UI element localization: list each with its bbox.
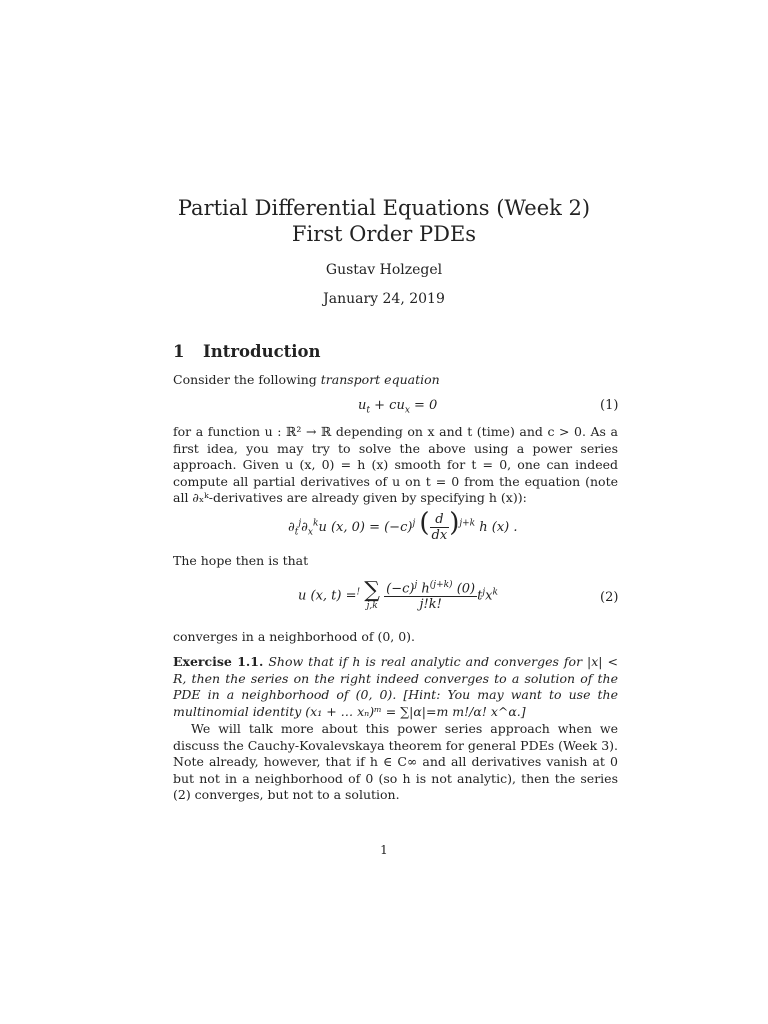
paragraph-2: for a function u : ℝ² → ℝ depending on x and t (time) and c > 0. As a first idea, you may try to solve the above using a power series approach. Given u (x, 0) = h (x) smooth for t = 0, one can indeed compute all partial derivatives of u on t = 0 from the equation (note all ∂ₓᵏ-derivatives are already given by specifying h (x)): bbox=[173, 424, 618, 505]
exercise-label: Exercise 1.1. bbox=[173, 654, 264, 669]
exercise-text: Show that if h is real analytic and converges for |x| < R, then the series on the right indeed converges to a solution of the PDE in a neighborhood of (0, 0). [Hint: You may want to use the multinomial identity (x₁ + … xₙ)ᵐ = ∑|α|=m m!/α! x^α.] bbox=[173, 654, 618, 719]
exercise-block bbox=[173, 654, 618, 720]
paragraph-3: The hope then is that bbox=[173, 553, 309, 568]
title-line-1: Partial Differential Equations (Week 2) bbox=[177, 196, 591, 220]
page-number: 1 bbox=[380, 843, 388, 857]
intro-emphasis: transport equation bbox=[320, 372, 440, 387]
equation-1-number: (1) bbox=[600, 398, 619, 413]
section-number: 1 bbox=[173, 342, 185, 361]
section-heading bbox=[173, 342, 321, 361]
title-line-2: First Order PDEs bbox=[291, 222, 477, 246]
author: Gustav Holzegel bbox=[325, 262, 443, 278]
equation-2-number: (2) bbox=[600, 590, 619, 605]
paragraph-4: converges in a neighborhood of (0, 0). bbox=[173, 629, 416, 644]
section-title: Introduction bbox=[203, 342, 321, 361]
equation-derivatives: $\partial_t^j\partial_x^ku$ (x, $0) = (-c)^j$ ( $\frac{d}{dx}$ )$^{j+k}$ h (x) . bbox=[288, 508, 518, 543]
intro-text: Consider the following bbox=[173, 372, 321, 387]
equation-1: $u_t + cu_x = 0$ bbox=[358, 398, 438, 416]
paragraph-intro bbox=[173, 372, 618, 389]
paragraph-5: We will talk more about this power series approach when we discuss the Cauchy-Kovalevskaya theorem for general PDEs (Week 3). Note already, however, that if h ∈ C∞ and all derivatives vanish at 0 but not in a neighborhood of 0 (so h is not analytic), then the series (2) converges, but not to a solution. bbox=[173, 721, 618, 802]
equation-2: u (x, t) =! ∑ j,k $\frac{(-c)^j h^{(j+k)} (0)}{j!k!}$ $t^jx^k$ bbox=[298, 578, 498, 613]
date: January 24, 2019 bbox=[323, 291, 445, 307]
